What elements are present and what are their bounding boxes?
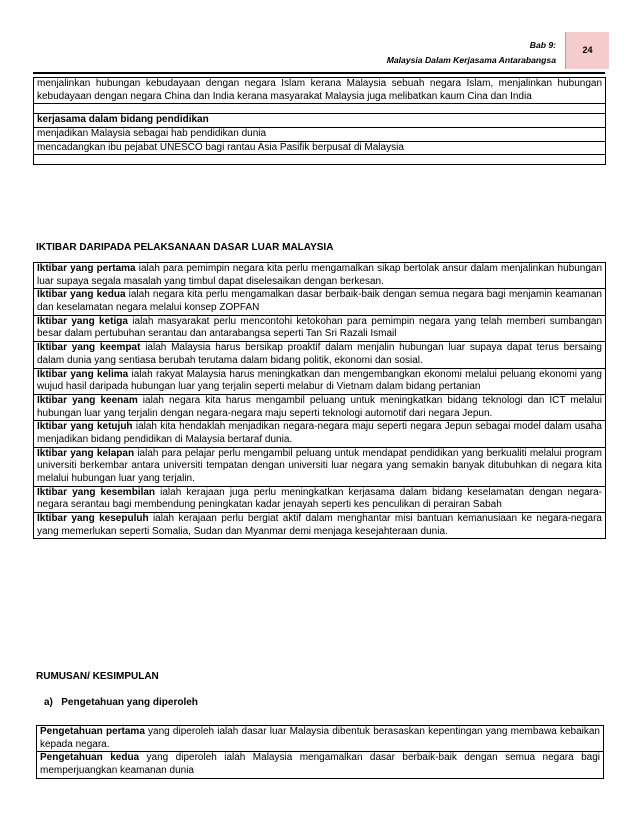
iktibar-title: IKTIBAR DARIPADA PELAKSANAAN DASAR LUAR MALAYSIA — [36, 242, 334, 253]
chapter-header — [360, 38, 556, 68]
empty-row — [34, 155, 606, 165]
iktibar-item: Iktibar yang ketiga ialah masyarakat perlu mencontohi ketokohan para pemimpin negara yang telah memberi sumbangan besar dalam pertubuhan serantau dan antarabangsa seperti Tan Sri Razali Ismail — [34, 315, 606, 341]
rumusan-subtitle: a) Pengetahuan yang diperoleh — [44, 697, 198, 708]
chapter-number: Bab 9: — [529, 40, 556, 50]
iktibar-item: Iktibar yang ketujuh ialah kita hendaklah menjadikan negara-negara maju seperti negara Jepun sebagai model dalam usaha menjadikan bidang pendidikan di Malaysia bertaraf dunia. — [34, 421, 606, 447]
iktibar-item: Iktibar yang kelapan ialah para pelajar perlu mengambil peluang untuk mendapat pendidikan yang berkualiti melalui program universiti berkembar antara universiti tempatan dengan universiti luar negara yang semakin banyak ditubuhkan di negara kita melalui hubungan luar yang terjalin. — [34, 447, 606, 486]
page-number: 24 — [582, 44, 593, 55]
continuation-table — [33, 77, 606, 165]
iktibar-item: Iktibar yang kesepuluh ialah kerajaan perlu bergiat aktif dalam menghantar misi bantuan kemanusiaan ke negara-negara yang memerlukan seperti Somalia, Sudan dan Myanmar demi menjaga kesejahteraan dunia. — [34, 513, 606, 539]
cultural-relations-cell: menjalinkan hubungan kebudayaan dengan negara Islam kerana Malaysia sebuah negara Islam, menjalinkan hubungan kebudayaan dengan negara China dan India kerana masyarakat Malaysia juga melibatkan kaum Cina dan India — [34, 78, 606, 104]
iktibar-item: Iktibar yang kedua ialah negara kita perlu mengamalkan dasar berbaik-baik dengan semua negara bagi menjamin keamanan dan keselamatan negara melalui konsep ZOPFAN — [34, 289, 606, 315]
chapter-subtitle: Malaysia Dalam Kerjasama Antarabangsa — [386, 55, 556, 66]
iktibar-item: Iktibar yang pertama ialah para pemimpin negara kita perlu mengamalkan sikap bertolak ansur dalam menjalinkan hubungan luar supaya segala masalah yang timbul dapat diselesaikan dengan berkesan. — [34, 263, 606, 289]
iktibar-item: Iktibar yang kelima ialah rakyat Malaysia harus meningkatkan dan mengembangkan ekonomi melalui peluang ekonomi yang wujud hasil daripada hubungan luar yang terjalin seperti melabur di Vietnam dalam bidang pertanian — [34, 368, 606, 394]
pengetahuan-item: Pengetahuan pertama yang diperoleh ialah dasar luar Malaysia dibentuk berasaskan kepentingan yang membawa kebaikan kepada negara. — [37, 726, 604, 752]
iktibar-table — [33, 262, 606, 539]
page-number-box — [565, 32, 609, 69]
empty-row — [34, 104, 606, 114]
iktibar-item: Iktibar yang keenam ialah negara kita harus mengambil peluang untuk meningkatkan bidang teknologi dan ICT melalui hubungan luar yang terjalin dengan negara-negara maju seperti teknologi automotif dari negara Jepun. — [34, 394, 606, 420]
rumusan-title: RUMUSAN/ KESIMPULAN — [36, 671, 159, 682]
rumusan-table — [36, 725, 604, 779]
education-point-2: mencadangkan ibu pejabat UNESCO bagi rantau Asia Pasifik berpusat di Malaysia — [34, 141, 606, 155]
education-point-1: menjadikan Malaysia sebagai hab pendidikan dunia — [34, 128, 606, 142]
pengetahuan-item: Pengetahuan kedua yang diperoleh ialah Malaysia mengamalkan dasar berbaik-baik dengan semua negara bagi memperjuangkan keamanan dunia — [37, 752, 604, 778]
header-rule — [33, 72, 605, 74]
iktibar-item: Iktibar yang keempat ialah Malaysia harus bersikap proaktif dalam menjalin hubungan luar supaya dapat terus bersaing dalam dunia yang sentiasa berubah terutama dalam bidang politik, ekonomi dan sosial. — [34, 342, 606, 368]
education-heading: kerjasama dalam bidang pendidikan — [34, 114, 606, 128]
iktibar-item: Iktibar yang kesembilan ialah kerajaan juga perlu meningkatkan kerjasama dalam bidang keselamatan dengan negara-negara serantau bagi membendung peningkatan kadar jenayah seperti kes penculikan di perairan Sabah — [34, 486, 606, 512]
